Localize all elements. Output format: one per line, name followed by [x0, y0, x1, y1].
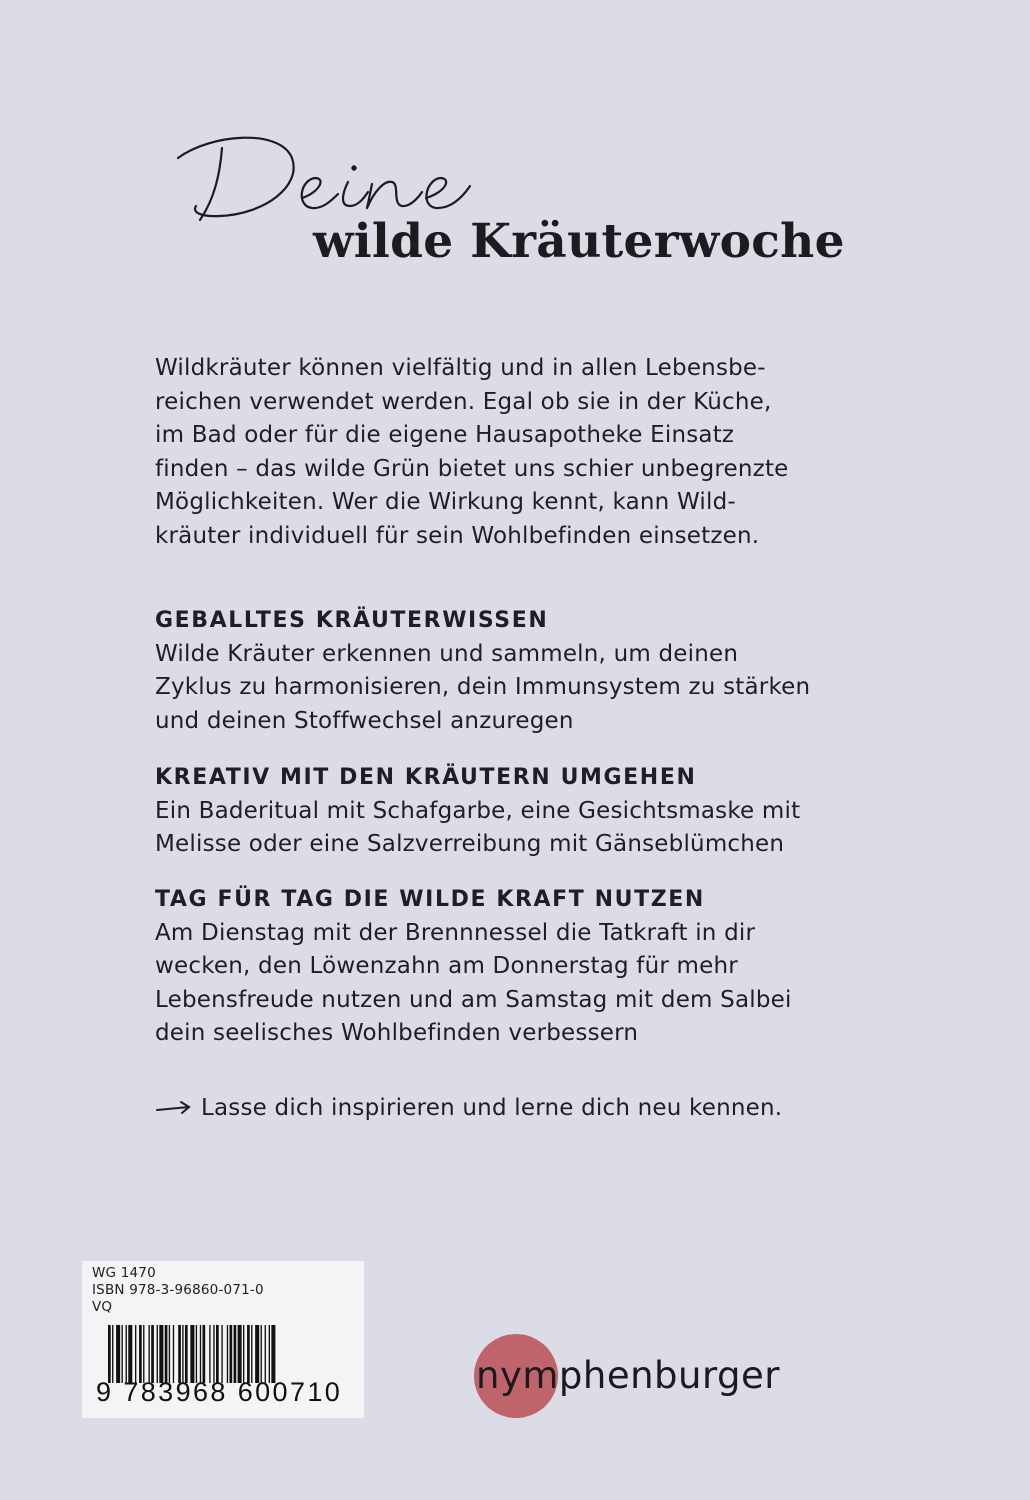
- barcode-bar: [227, 1325, 228, 1383]
- barcode-bars: [108, 1325, 344, 1383]
- section-line: und deinen Stoffwechsel anzuregen: [155, 707, 574, 734]
- intro-line: finden – das wilde Grün bietet uns schier unbegrenzte: [155, 455, 789, 482]
- intro-line: Wildkräuter können vielfältig und in allen Lebensbe-: [155, 355, 766, 381]
- warengruppe: WG 1470: [92, 1265, 156, 1281]
- barcode-bar: [157, 1325, 158, 1383]
- section-tag-fuer-tag: [155, 883, 895, 1051]
- barcode-bar: [169, 1325, 170, 1383]
- vq-code: VQ: [92, 1299, 113, 1315]
- barcode-bar: [196, 1325, 197, 1383]
- barcode-bar: [271, 1325, 275, 1383]
- barcode-bar: [126, 1325, 127, 1383]
- barcode-bar: [128, 1325, 132, 1383]
- section-line: Zyklus zu harmonisieren, dein Immunsystem zu stärken: [155, 674, 811, 700]
- barcode-bar: [265, 1325, 266, 1383]
- barcode-bar: [203, 1325, 206, 1383]
- barcode-bar: [108, 1325, 111, 1383]
- barcode-digits: 9 783968 600710: [96, 1377, 343, 1407]
- closing-line: [155, 1095, 782, 1121]
- section-line: Wilde Kräuter erkennen und sammeln, um deinen: [155, 640, 739, 667]
- section-line: Ein Baderitual mit Schafgarbe, eine Gesichtsmaske mit: [155, 797, 801, 824]
- section-text: [155, 795, 895, 862]
- barcode-bar: [230, 1325, 233, 1383]
- barcode-bar: [200, 1325, 201, 1383]
- barcode-box: [82, 1261, 364, 1418]
- barcode-bar: [159, 1325, 163, 1383]
- barcode-bar: [165, 1325, 168, 1383]
- barcode-bar: [213, 1325, 214, 1383]
- barcode-bar: [151, 1325, 154, 1383]
- section-heading: TAG FÜR TAG DIE WILDE KRAFT NUTZEN: [155, 887, 705, 912]
- intro-line: kräuter individuell für sein Wohlbefinden einsetzen.: [155, 522, 760, 549]
- barcode-bar: [209, 1325, 210, 1383]
- arrow-right-icon: [155, 1100, 193, 1116]
- barcode-bar: [149, 1325, 150, 1383]
- section-heading: GEBALLTES KRÄUTERWISSEN: [155, 608, 549, 633]
- barcode-bar: [238, 1325, 242, 1383]
- barcode-bar: [251, 1325, 252, 1383]
- book-title: wilde Kräuterwoche: [313, 214, 845, 269]
- barcode-bar: [173, 1325, 174, 1383]
- barcode-bar: [135, 1325, 136, 1383]
- section-line: Lebensfreude nutzen und am Samstag mit dem Salbei: [155, 986, 792, 1013]
- section-kreativ: [155, 761, 895, 862]
- barcode-bar: [139, 1325, 142, 1383]
- barcode-bar: [221, 1325, 222, 1383]
- barcode-bar: [243, 1325, 244, 1383]
- barcode-bar: [143, 1325, 144, 1383]
- section-text: [155, 917, 895, 1051]
- section-text: [155, 638, 895, 739]
- publisher-name: nymphenburger: [476, 1354, 780, 1397]
- barcode-bar: [261, 1325, 262, 1383]
- barcode-bar: [255, 1325, 259, 1383]
- section-line: Am Dienstag mit der Brennnessel die Tatkraft in dir: [155, 919, 756, 946]
- intro-line: im Bad oder für die eigene Hausapotheke Einsatz: [155, 422, 735, 448]
- publisher-logo: [474, 1334, 804, 1434]
- barcode-bar: [234, 1325, 237, 1383]
- intro-line: reichen verwendet werden. Egal ob sie in der Küche,: [155, 388, 772, 415]
- barcode-bar: [112, 1325, 113, 1383]
- intro-line: Möglichkeiten. Wer die Wirkung kennt, kann Wild-: [155, 489, 736, 515]
- section-line: dein seelisches Wohlbefinden verbessern: [155, 1020, 639, 1046]
- barcode-bar: [182, 1325, 183, 1383]
- barcode-bar: [122, 1325, 123, 1383]
- section-heading: KREATIV MIT DEN KRÄUTERN UMGEHEN: [155, 765, 697, 790]
- isbn: ISBN 978-3-96860-071-0: [92, 1282, 264, 1298]
- intro-paragraph: [155, 352, 895, 553]
- section-line: wecken, den Löwenzahn am Donnerstag für mehr: [155, 953, 738, 979]
- barcode-bar: [190, 1325, 194, 1383]
- barcode-bar: [178, 1325, 181, 1383]
- barcode-bar: [247, 1325, 250, 1383]
- barcode-bar: [269, 1325, 270, 1383]
- barcode-bar: [216, 1325, 219, 1383]
- section-line: Melisse oder eine Salzverreibung mit Gänseblümchen: [155, 831, 785, 857]
- barcode-bar: [116, 1325, 120, 1383]
- section-kraeuterwissen: [155, 604, 895, 738]
- closing-text: Lasse dich inspirieren und lerne dich neu kennen.: [201, 1095, 783, 1121]
- barcode-bar: [185, 1325, 188, 1383]
